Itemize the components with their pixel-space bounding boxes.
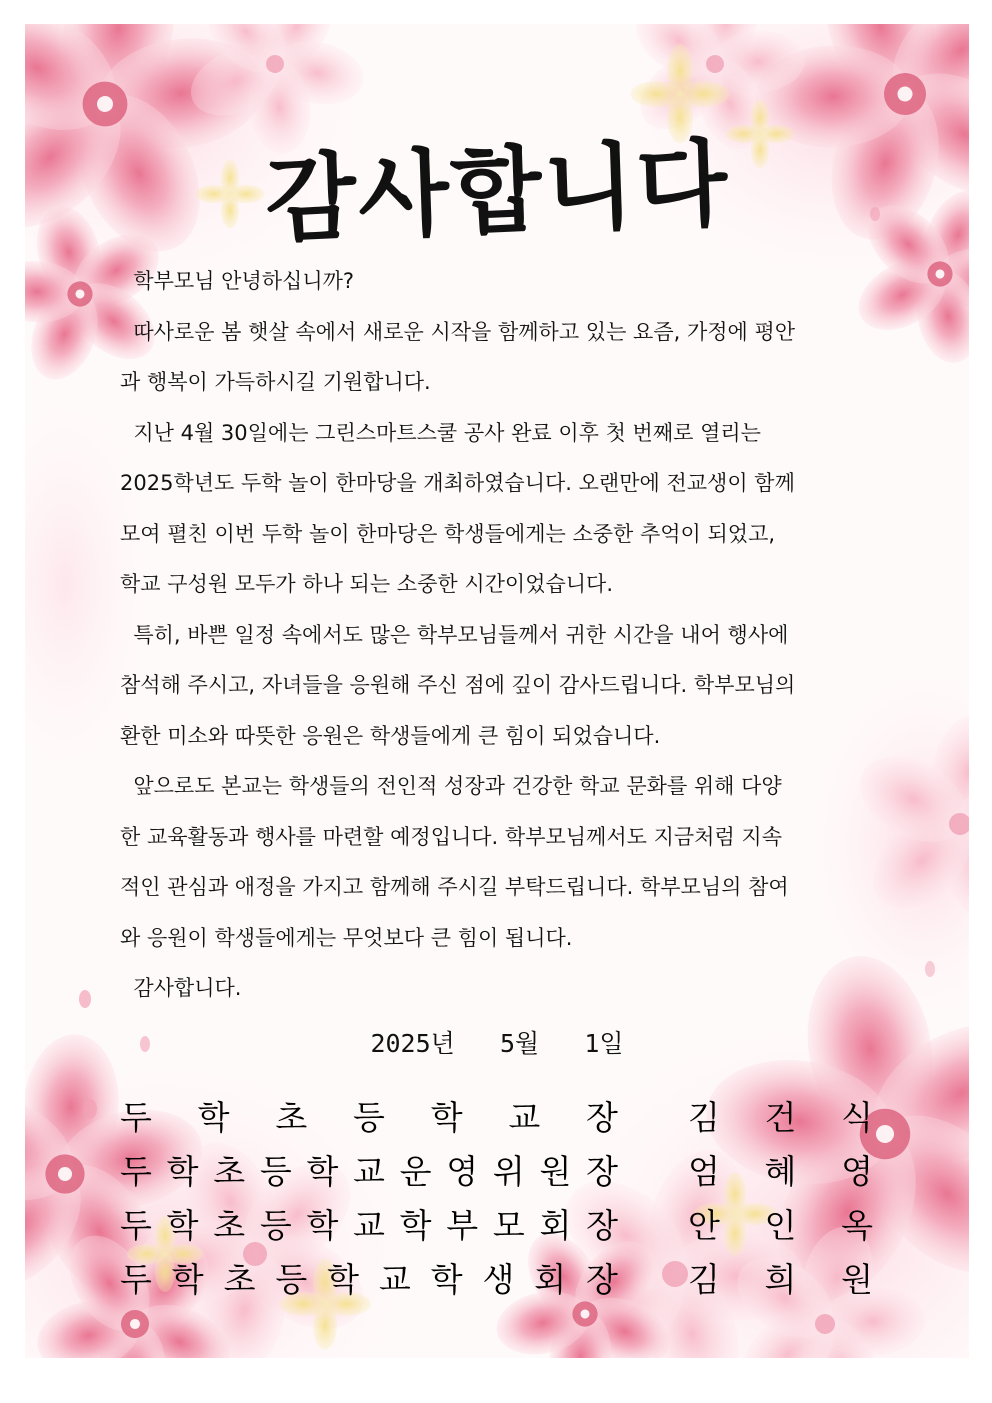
signature-char: 위	[492, 1151, 525, 1191]
signature-char: 학	[166, 1151, 199, 1191]
letter-body	[120, 256, 890, 1014]
signature-char: 학	[430, 1259, 463, 1299]
signature-char: 등	[275, 1259, 308, 1299]
signature-char: 학	[306, 1151, 339, 1191]
signature-char: 초	[275, 1097, 308, 1137]
letter-line: 따사로운 봄 햇살 속에서 새로운 시작을 함께하고 있는 요즘, 가정에 평안	[120, 319, 796, 344]
signature-name	[688, 1092, 873, 1139]
letter-page	[25, 24, 969, 1358]
signature-char: 등	[353, 1097, 385, 1137]
letter-line: 과 행복이 가득하시길 기원합니다.	[120, 370, 431, 394]
page-title: 감사합니다	[263, 129, 732, 256]
letter-line: 지난 4월 30일에는 그린스마트스쿨 공사 완료 이후 첫 번째로 열리는	[120, 420, 761, 445]
signature-char: 교	[378, 1259, 411, 1299]
signature-row	[120, 1088, 880, 1142]
signature-char: 교	[353, 1205, 385, 1245]
signature-char: 엄	[688, 1151, 720, 1191]
signature-char: 원	[539, 1151, 572, 1191]
signature-char: 장	[586, 1259, 618, 1299]
signature-char: 학	[197, 1097, 230, 1137]
signature-char: 식	[841, 1097, 873, 1137]
letter-line: 학부모님 안녕하십니까?	[120, 269, 355, 293]
signature-char: 김	[688, 1259, 720, 1299]
letter-line: 2025학년도 두학 놀이 한마당을 개최하였습니다. 오랜만에 전교생이 함께	[120, 471, 795, 495]
signature-char: 희	[764, 1259, 797, 1299]
signature-char: 등	[259, 1151, 292, 1191]
signature-char: 학	[399, 1205, 432, 1245]
signature-block	[120, 1088, 880, 1304]
signature-char: 학	[306, 1205, 339, 1245]
signature-char: 두	[120, 1097, 152, 1137]
signature-char: 모	[492, 1205, 525, 1245]
signature-name	[688, 1146, 873, 1193]
letter-line: 감사합니다.	[120, 976, 242, 1000]
letter-line: 적인 관심과 애정을 가지고 함께해 주시길 부탁드립니다. 학부모님의 참여	[120, 875, 789, 899]
letter-line: 모여 펼친 이번 두학 놀이 한마당은 학생들에게는 소중한 추억이 되었고,	[120, 521, 776, 546]
signature-char: 두	[120, 1205, 152, 1245]
signature-char: 부	[446, 1205, 479, 1245]
signature-char: 학	[171, 1259, 204, 1299]
signature-char: 영	[841, 1151, 873, 1191]
letter-line: 환한 미소와 따뜻한 응원은 학생들에게 큰 힘이 되었습니다.	[120, 723, 661, 748]
signature-char: 교	[508, 1097, 541, 1137]
signature-char: 두	[120, 1151, 152, 1191]
letter-line: 참석해 주시고, 자녀들을 응원해 주신 점에 깊이 감사드립니다. 학부모님의	[120, 673, 796, 697]
signature-char: 장	[586, 1097, 618, 1137]
signature-char: 교	[353, 1151, 385, 1191]
signature-char: 초	[223, 1259, 256, 1299]
signature-char: 학	[166, 1205, 199, 1245]
letter-line: 앞으로도 본교는 학생들의 전인적 성장과 건강한 학교 문화를 위해 다양	[120, 774, 782, 798]
signature-name	[688, 1254, 873, 1301]
signature-char: 생	[482, 1259, 515, 1299]
signature-char: 운	[399, 1151, 432, 1191]
signature-char: 영	[446, 1151, 479, 1191]
signature-char: 원	[841, 1259, 873, 1299]
letter-line: 한 교육활동과 행사를 마련할 예정입니다. 학부모님께서도 지금처럼 지속	[120, 824, 782, 849]
signature-char: 건	[764, 1097, 797, 1137]
letter-line: 특히, 바쁜 일정 속에서도 많은 학부모님들께서 귀한 시간을 내어 행사에	[120, 622, 789, 647]
signature-title	[120, 1146, 618, 1193]
signature-row	[120, 1142, 880, 1196]
signature-row	[120, 1250, 880, 1304]
signature-char: 장	[586, 1205, 618, 1245]
signature-char: 초	[213, 1151, 246, 1191]
signature-char: 장	[586, 1151, 618, 1191]
signature-char: 혜	[764, 1151, 797, 1191]
signature-char: 옥	[841, 1205, 873, 1245]
signature-char: 초	[213, 1205, 246, 1245]
signature-char: 안	[688, 1205, 720, 1245]
letter-line: 와 응원이 학생들에게는 무엇보다 큰 힘이 됩니다.	[120, 925, 573, 950]
signature-char: 회	[539, 1205, 572, 1245]
signature-name	[688, 1200, 873, 1247]
signature-char: 학	[327, 1259, 360, 1299]
signature-row	[120, 1196, 880, 1250]
signature-char: 김	[688, 1097, 720, 1137]
signature-char: 학	[430, 1097, 463, 1137]
signature-title	[120, 1200, 618, 1247]
signature-char: 회	[534, 1259, 567, 1299]
letter-line: 학교 구성원 모두가 하나 되는 소중한 시간이었습니다.	[120, 572, 614, 596]
signature-char: 등	[259, 1205, 292, 1245]
signature-char: 인	[764, 1205, 797, 1245]
signature-title	[120, 1254, 618, 1301]
letter-date: 2025년 5월 1일	[370, 1029, 624, 1058]
signature-char: 두	[120, 1259, 152, 1299]
signature-title	[120, 1092, 618, 1139]
